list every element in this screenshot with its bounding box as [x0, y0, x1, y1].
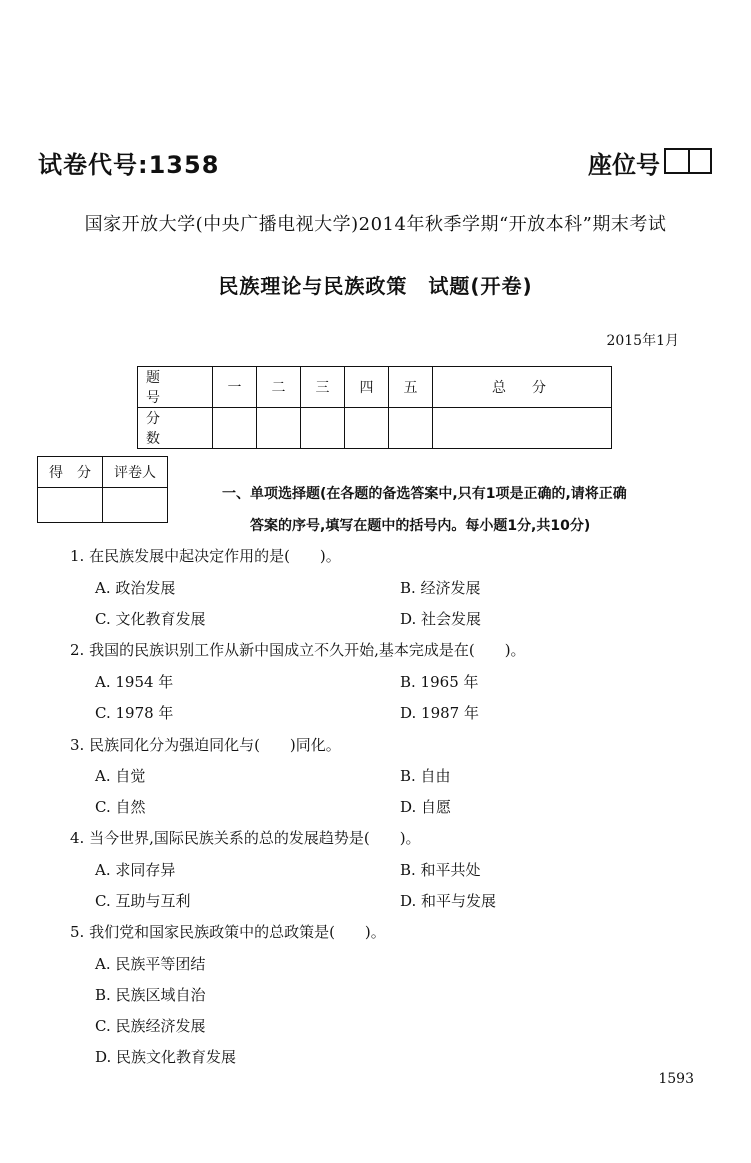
section-instructions-line2: 答案的序号,填写在题中的括号内。每小题1分,共10分)	[250, 518, 591, 534]
score-cell[interactable]	[345, 408, 389, 449]
question-5-stem: 5. 我们党和国家民族政策中的总政策是( )。	[70, 923, 386, 941]
exam-title: 国家开放大学(中央广播电视大学)2014年秋季学期“开放本科”期末考试	[84, 214, 667, 235]
score-header-label: 题 号	[138, 367, 213, 408]
grader-table	[37, 456, 168, 523]
score-cell[interactable]	[301, 408, 345, 449]
grader-name-label: 评卷人	[103, 457, 168, 488]
score-cell[interactable]	[433, 408, 612, 449]
subject-title: 民族理论与民族政策 试题(开卷)	[218, 274, 533, 298]
question-1-option-a: A. 政治发展	[95, 579, 176, 597]
grader-name-cell[interactable]	[103, 488, 168, 523]
score-col-total: 总 分	[433, 367, 612, 408]
question-3-option-c: C. 自然	[95, 798, 146, 816]
question-5-option-a: A. 民族平等团结	[95, 955, 206, 973]
seat-number-label: 座位号	[588, 151, 660, 179]
question-2-stem: 2. 我国的民族识别工作从新中国成立不久开始,基本完成是在( )。	[70, 641, 526, 659]
question-3-option-a: A. 自觉	[95, 767, 146, 785]
question-3-stem: 3. 民族同化分为强迫同化与( )同化。	[70, 736, 341, 754]
score-col-5: 五	[389, 367, 433, 408]
question-5-option-c: C. 民族经济发展	[95, 1017, 206, 1035]
question-5-option-d: D. 民族文化教育发展	[95, 1048, 237, 1066]
score-cell[interactable]	[213, 408, 257, 449]
question-4-option-a: A. 求同存异	[95, 861, 176, 879]
question-2-option-b: B. 1965 年	[400, 673, 479, 691]
question-2-option-d: D. 1987 年	[400, 704, 479, 722]
score-col-4: 四	[345, 367, 389, 408]
question-4-option-b: B. 和平共处	[400, 861, 481, 879]
score-cell[interactable]	[257, 408, 301, 449]
paper-code: 试卷代号:1358	[38, 151, 220, 179]
score-table	[137, 366, 612, 449]
question-2-option-a: A. 1954 年	[95, 673, 174, 691]
question-1-stem: 1. 在民族发展中起决定作用的是( )。	[70, 547, 341, 565]
question-4-option-c: C. 互助与互利	[95, 892, 191, 910]
question-1-option-c: C. 文化教育发展	[95, 610, 206, 628]
question-3-option-d: D. 自愿	[400, 798, 452, 816]
question-4-stem: 4. 当今世界,国际民族关系的总的发展趋势是( )。	[70, 829, 421, 847]
score-cell[interactable]	[389, 408, 433, 449]
question-4-option-d: D. 和平与发展	[400, 892, 497, 910]
exam-date: 2015年1月	[606, 333, 679, 349]
grader-score-cell[interactable]	[38, 488, 103, 523]
score-row-label: 分 数	[138, 408, 213, 449]
question-1-option-b: B. 经济发展	[400, 579, 481, 597]
seat-number-box[interactable]	[664, 148, 712, 174]
question-1-option-d: D. 社会发展	[400, 610, 482, 628]
question-2-option-c: C. 1978 年	[95, 704, 174, 722]
question-5-option-b: B. 民族区域自治	[95, 986, 206, 1004]
score-col-3: 三	[301, 367, 345, 408]
score-col-1: 一	[213, 367, 257, 408]
page-number: 1593	[658, 1071, 694, 1087]
grader-score-label: 得 分	[38, 457, 103, 488]
score-col-2: 二	[257, 367, 301, 408]
section-instructions-line1: 一、单项选择题(在各题的备选答案中,只有1项是正确的,请将正确	[222, 486, 627, 502]
question-3-option-b: B. 自由	[400, 767, 451, 785]
